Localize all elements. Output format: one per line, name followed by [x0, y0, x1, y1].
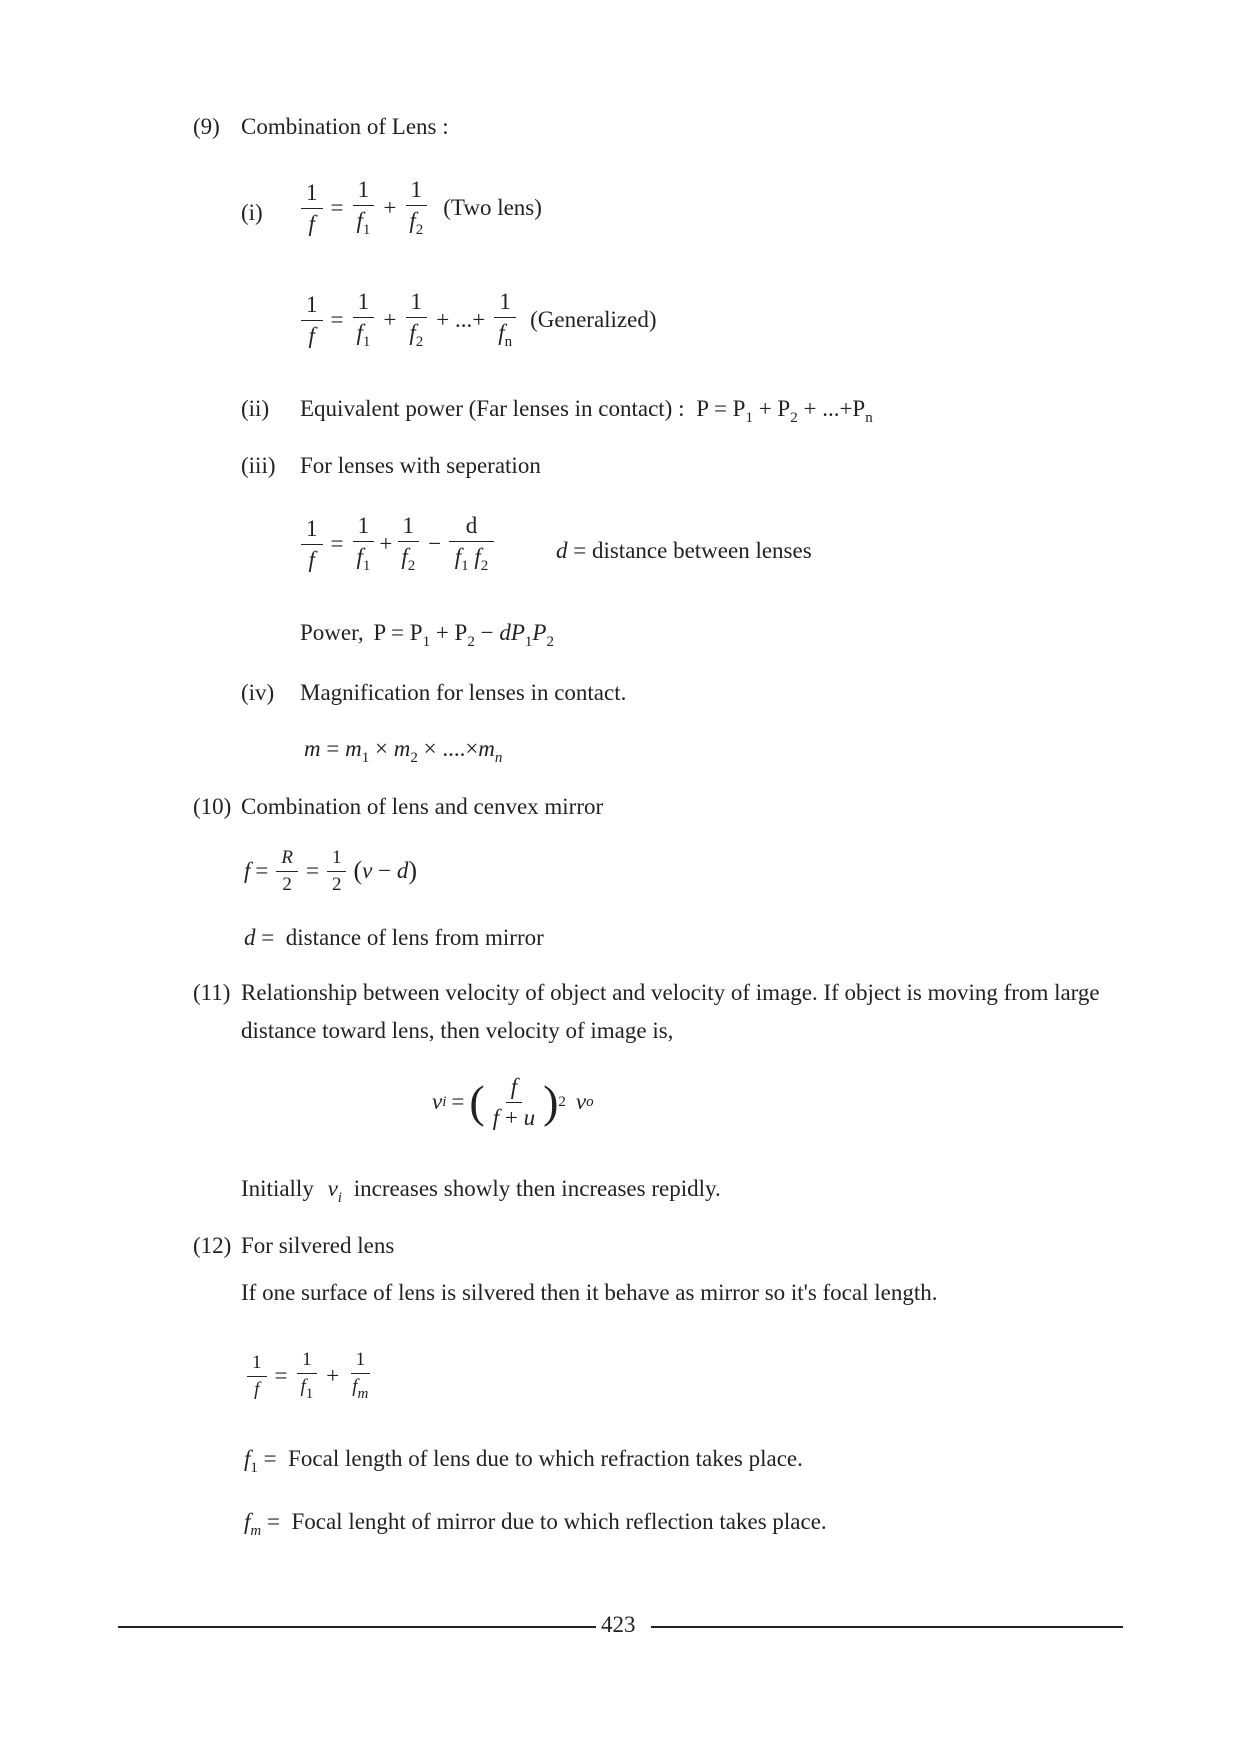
section-11-number: (11) [193, 980, 231, 1005]
footer-rule-left [118, 1626, 596, 1628]
section-10-number: (10) [193, 794, 232, 819]
f1-definition: $f_1$ = Focal length of lens due to which refraction takes place. [244, 1446, 803, 1476]
fm-definition: $f_m$ = Focal lenght of mirror due to which reflection takes place. [244, 1509, 827, 1539]
formula-magnification: $m = m_1 \times m_2 \times ....\times m_n$ [304, 736, 503, 766]
section-12-line1: If one surface of lens is silvered then it behave as mirror so it's focal length. [241, 1280, 938, 1305]
item-iii-number: (iii) [241, 453, 276, 478]
power-separation: Power, $P = P_1 + P_2 - dP_1P_2$ [300, 620, 554, 650]
page-number: 423 [601, 1612, 636, 1637]
formula-two-lens: $\frac{1}{f}$ = $\frac{1}{f_1}$ + $\frac{1}{f_2}$ (Two lens) [298, 178, 542, 239]
power-label: Power, [300, 620, 364, 645]
item-i-number: (i) [241, 200, 263, 225]
item-iv-text: Magnification for lenses in contact. [300, 680, 627, 705]
lens-mirror-note: d = distance of lens from mirror [244, 925, 544, 950]
item-iii-text: For lenses with seperation [300, 453, 541, 478]
item-ii-text [300, 396, 873, 427]
equivalent-power-formula: $P = P_1 + P_2 + ...+P_n$ [696, 396, 873, 426]
formula-lens-mirror: f = $\frac{R}{2}$ = $\frac{1}{2}$ ( v − d ) [244, 847, 418, 895]
initially-line: Initially $v_i$ increases showly then increases repidly. [241, 1176, 721, 1206]
initially-word: Initially [241, 1176, 314, 1201]
section-12-title: For silvered lens [241, 1233, 395, 1258]
section-11-line1: Relationship between velocity of object and velocity of image. If object is moving from large [241, 980, 1100, 1005]
formula-separation: $\frac{1}{f}$ = $\frac{1}{f_1}$ + $\frac{1}{f_2}$ − $\frac{d}{f_1 f_2}$ [298, 514, 497, 575]
section-9-number: (9) [193, 114, 220, 139]
section-12-number: (12) [193, 1233, 232, 1258]
section-11-line2: distance toward lens, then velocity of image is, [241, 1018, 674, 1043]
separation-note-text: = distance between lenses [573, 538, 812, 563]
formula-silvered-lens: $\frac{1}{f}$ = $\frac{1}{f_1}$ + $\frac{1}{f_m}$ [244, 1350, 376, 1403]
lens-mirror-note-text: distance of lens from mirror [285, 925, 544, 950]
section-10-title: Combination of lens and cenvex mirror [241, 794, 604, 819]
two-lens-note: (Two lens) [443, 195, 542, 221]
formula-generalized: $\frac{1}{f}$ = $\frac{1}{f_1}$ + $\frac{1}{f_2}$ + ...+ $\frac{1}{f_n}$ (Generalized) [298, 290, 657, 351]
item-iv-number: (iv) [241, 680, 275, 705]
separation-note: d = distance between lenses [556, 538, 812, 563]
footer-rule-right [651, 1626, 1123, 1628]
item-ii-number: (ii) [241, 396, 270, 421]
initially-rest: increases showly then increases repidly. [353, 1176, 721, 1201]
f1-definition-text: Focal length of lens due to which refraction takes place. [288, 1446, 803, 1471]
fm-definition-text: Focal lenght of mirror due to which reflection takes place. [291, 1509, 827, 1534]
formula-image-velocity: v i = ( $\frac{f}{f + u}$ ) 2 v o [432, 1074, 594, 1131]
equivalent-power-label: Equivalent power (Far lenses in contact) : [300, 396, 685, 421]
generalized-note: (Generalized) [530, 307, 657, 333]
section-9-title: Combination of Lens : [241, 114, 449, 139]
